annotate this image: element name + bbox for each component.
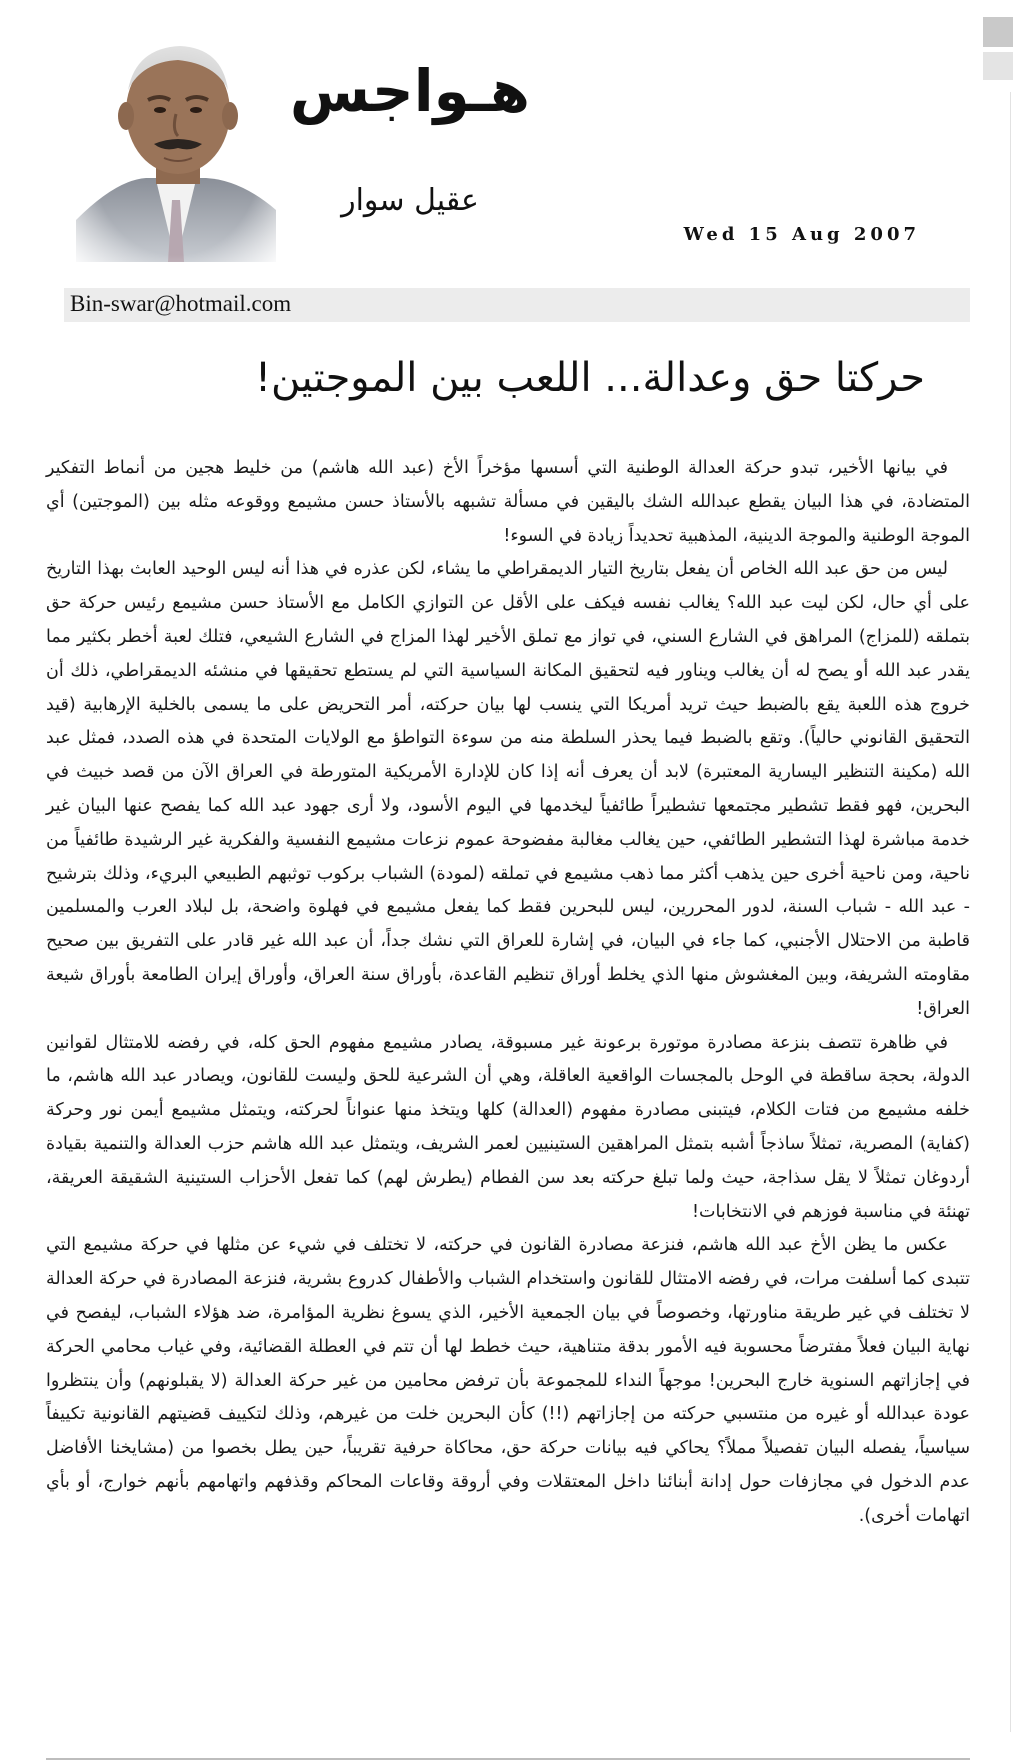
- article-paragraph-1: في بيانها الأخير، تبدو حركة العدالة الوطنية التي أسسها مؤخراً الأخ (عبد الله هاشم) من خليط هجين من أنماط التفكير المتضادة، في هذا البيان يقطع عبدالله الشك باليقين في مسألة تشبهه بالأستاذ حسن مشيمع ووقوعه مثله بين (الموجتين) أي الموجة الوطنية والموجة الدينية، المذهبية تحديداً زيادة في السوء!: [46, 458, 970, 546]
- email-bar: [64, 288, 970, 322]
- right-divider: [1010, 92, 1011, 1732]
- article-paragraph-2: ليس من حق عبد الله الخاص أن يفعل بتاريخ التيار الديمقراطي ما يشاء، لكن عذره في هذا أنه ليس الوحيد العابث بهذا التاريخ على أي حال، لكن ليت عبد الله؟ يغالب نفسه فيكف على الأقل عن التوازي الكامل مع الأستاذ حسن مشيمع رئيس حركة حق بتملقه (للمزاج) المراهق في الشارع السني، في تواز مع تملق الأخير لهذا المزاج في الشارع الشيعي، فتلك لعبة أخطر بكثير مما يقدر عبد الله أو يصح له أن يغالب ويناور فيه لتحقيق المكانة السياسية التي لم يستطع تحقيقها في منشئه الديمقراطي، ذلك أن خروج هذه اللعبة يقع بالضبط حيث تريد أمريكا التي ينسب لها بيان حركته، أمر التحريض على ما يسمى بالخلية الإرهابية (قيد التحقيق القانوني حالياً). وتقع بالضبط فيما يحذر السلطة منه من سوءة التواطؤ مع الولايات المتحدة في هذه الصدد، فمثل عبد الله (مكينة التنظير اليسارية المعتبرة) لابد أن يعرف أنه إذا كان للإدارة الأمريكية المتورطة في العراق الآن من قصد خبيث في البحرين، فهو فقط تشطير مجتمعها تشطيراً طائفياً ليخدمها في اليوم الأسود، ولا أرى جهود عبد الله كما يفصح عنها البيان غير خدمة مباشرة لهذا التشطير الطائفي، حين يغالب مغالبة مفضوحة عموم نزعات مشيمع النفسية والفكرية غير الرشيدة طائفياً من ناحية، ومن ناحية أخرى حين يذهب أكثر مما ذهب مشيمع في تملقه (لمودة) الشباب بركوب توثبهم الطبيعي البريء، وذلك بترشيح - عبد الله - شباب السنة، لدور المحررين، ليس للبحرين فقط كما يفعل مشيمع في فهلوة واضحة، بل لبلاد العرب والمسلمين قاطبة من الاحتلال الأجنبي، كما جاء في البيان، في إشارة للعراق التي نشك جداً، أن عبد الله غير قادر على التفريق بين صحيح مقاومته الشريفة، وبين المغشوش منها الذي يخلط أوراق تنظيم القاعدة، بأوراق سنة العراق، وأوراق إيران الطامعة بأوراق شيعة العراق!: [46, 559, 970, 1019]
- article-headline: حركتا حق وعدالة... اللعب بين الموجتين!: [254, 355, 925, 401]
- column-title: هـواجس: [289, 57, 530, 125]
- publication-date: Wed 15 Aug 2007: [683, 224, 920, 245]
- author-email-link[interactable]: Bin-swar@hotmail.com: [70, 291, 292, 316]
- author-name: عقيل سوار: [341, 183, 479, 218]
- bottom-divider: [46, 1758, 970, 1760]
- author-photo-illustration: [76, 30, 276, 262]
- article-body: [46, 452, 970, 1534]
- author-portrait: [76, 30, 276, 262]
- article-paragraph-4: عكس ما يظن الأخ عبد الله هاشم، فنزعة مصادرة القانون في حركته، لا تختلف في شيء عن مثلها في حركة مشيمع التي تتبدى كما أسلفت مرات، في رفضه الامتثال للقانون واستخدام الشباب والأطفال كدروع بشرية، فنزعة المصادرة في حركة العدالة لا تختلف في غير طريقة مناورتها، وخصوصاً في بيان الجمعية الأخير، الذي يسوغ نظرية المؤامرة، ضد هؤلاء الشباب، ليفصح في نهاية البيان فعلاً مفترضاً محسوبة فيه الأمور بدقة متناهية، حيث خطط لها أن تتم في العطلة القضائية، وفي غياب محامي الحركة في إجازاتهم السنوية خارج البحرين! موجهاً النداء للمجموعة بأن ترفض محامين من غير حركة العدالة (لا يقبلونهم) وأن ينتظروا عودة عبدالله أو غيره من منتسبي حركته من إجازاتهم (!!) كأن البحرين خلت من غيرهم، وذلك لتكييف قضيتهم القانونية تكييفاً سياسياً، يفصله البيان تفصيلاً مملاً؟ يحاكي فيه بيانات حركة حق، محاكاة حرفية تقريباً، حين يطل بخصوا من (مشايخنا الأفاضل عدم الدخول في مجازفات حول إدانة أبنائنا داخل المعتقلات وفي أروقة وقاعات المحاكم وقذفهم واتهامهم بأنهم خوارج، أو بأي اتهامات أخرى).: [46, 1235, 970, 1526]
- side-tab-bottom[interactable]: [983, 52, 1013, 80]
- side-tab-top[interactable]: [983, 17, 1013, 47]
- article-paragraph-3: في ظاهرة تتصف بنزعة مصادرة موتورة برعونة غير مسبوقة، يصادر مشيمع مفهوم الحق كله، في رفضه للامتثال لقوانين الدولة، بحجة ساقطة في الوحل بالمجسات الواقعية العاقلة، وهي أن الشرعية للحق وليست للقانون، ويصادر عبد الله هاشم، ما خلفه مشيمع من فتات الكلام، فيتبنى مصادرة مفهوم (العدالة) كلها ويتخذ منها عنواناً لحركته، ويتمثل مشيمع أيمن نور وحركة (كفاية) المصرية، تمثلاً ساذجاً أشبه بتمثل المراهقين الستينيين لعمر الشريف، ويتمثل عبد الله هاشم حزب العدالة والتنمية بقيادة أردوغان تمثلاً لا يقل سذاجة، حيث ولما تبلغ حركته بعد سن الفطام (يطرش لهم) كما تفعل الأحزاب الستينية الشقيقة العريقة، تهنئة في مناسبة فوزهم في الانتخابات!: [46, 1032, 970, 1222]
